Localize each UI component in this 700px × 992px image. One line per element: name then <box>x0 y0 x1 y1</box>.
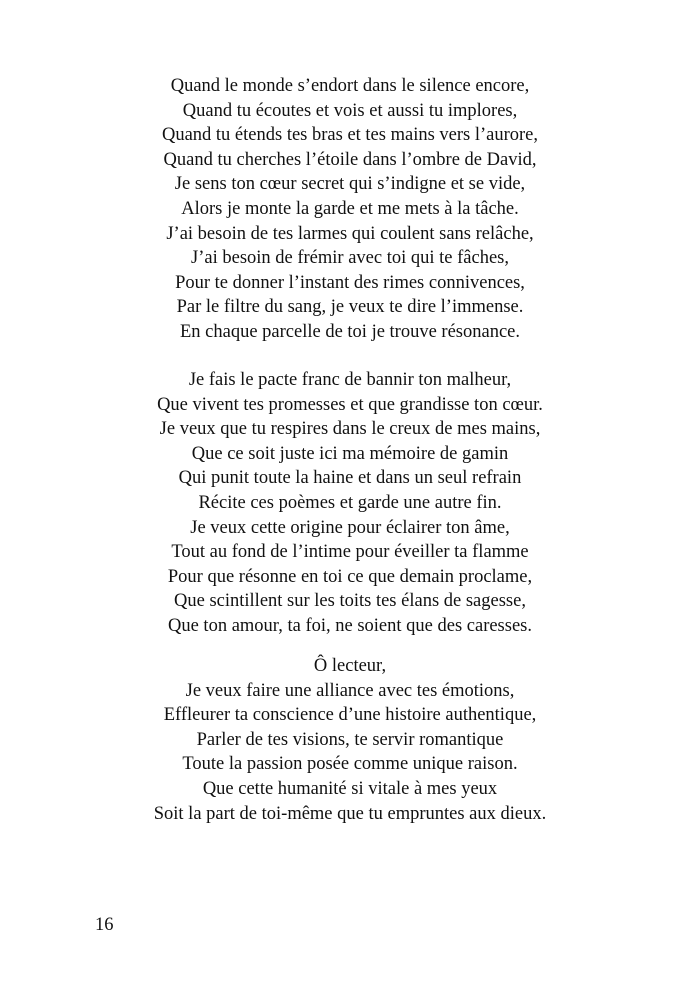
poem-line: Par le filtre du sang, je veux te dire l’immense. <box>176 297 524 318</box>
poem-line: Je veux cette origine pour éclairer ton âme, <box>190 517 510 538</box>
poem-stanza-1 <box>0 74 700 345</box>
page-number: 16 <box>95 915 114 935</box>
poem-line: Toute la passion posée comme unique raison. <box>182 754 518 775</box>
poem-line: Quand tu écoutes et vois et aussi tu implores, <box>182 100 518 121</box>
poem-line: Je fais le pacte franc de bannir ton malheur, <box>188 370 512 390</box>
poem-line: Récite ces poèmes et garde une autre fin. <box>198 492 502 513</box>
poem-line: Alors je monte la garde et me mets à la tâche. <box>181 198 519 219</box>
poem-stanza-3 <box>0 654 700 826</box>
poem-line: J’ai besoin de tes larmes qui coulent sans relâche, <box>166 223 534 244</box>
poem-stanza-2 <box>0 368 700 639</box>
poem-line: Quand tu cherches l’étoile dans l’ombre de David, <box>163 149 537 170</box>
poem-line: Que scintillent sur les toits tes élans de sagesse, <box>174 591 526 612</box>
poem-line: En chaque parcelle de toi je trouve résonance. <box>179 321 521 342</box>
poem-line: Que vivent tes promesses et que grandisse ton cœur. <box>157 394 543 415</box>
poem-line: Que cette humanité si vitale à mes yeux <box>202 778 498 799</box>
poem-line: Je sens ton cœur secret qui s’indigne et se vide, <box>174 174 526 195</box>
poem-line: Que ce soit juste ici ma mémoire de gamin <box>191 443 509 464</box>
poem-line: Pour te donner l’instant des rimes connivences, <box>175 272 525 293</box>
poem-line: Pour que résonne en toi ce que demain proclame, <box>167 566 533 587</box>
poem-line: Parler de tes visions, te servir romantique <box>196 729 504 750</box>
poem-line: Tout au fond de l’intime pour éveiller ta flamme <box>171 542 529 563</box>
poem-line: Que ton amour, ta foi, ne soient que des caresses. <box>167 615 532 636</box>
poem-line: Je veux que tu respires dans le creux de mes mains, <box>159 419 541 440</box>
poem-line: Ô lecteur, <box>313 656 387 676</box>
poem-line: Soit la part de toi-même que tu empruntes aux dieux. <box>153 803 547 824</box>
poem-line: Effleurer ta conscience d’une histoire authentique, <box>163 705 537 726</box>
poem-line: Je veux faire une alliance avec tes émotions, <box>185 680 515 701</box>
poem-line: J’ai besoin de frémir avec toi qui te fâches, <box>191 248 509 269</box>
poem-line: Quand tu étends tes bras et tes mains vers l’aurore, <box>161 125 539 146</box>
poem-line: Quand le monde s’endort dans le silence encore, <box>170 76 530 96</box>
poem-line: Qui punit toute la haine et dans un seul refrain <box>178 468 522 489</box>
